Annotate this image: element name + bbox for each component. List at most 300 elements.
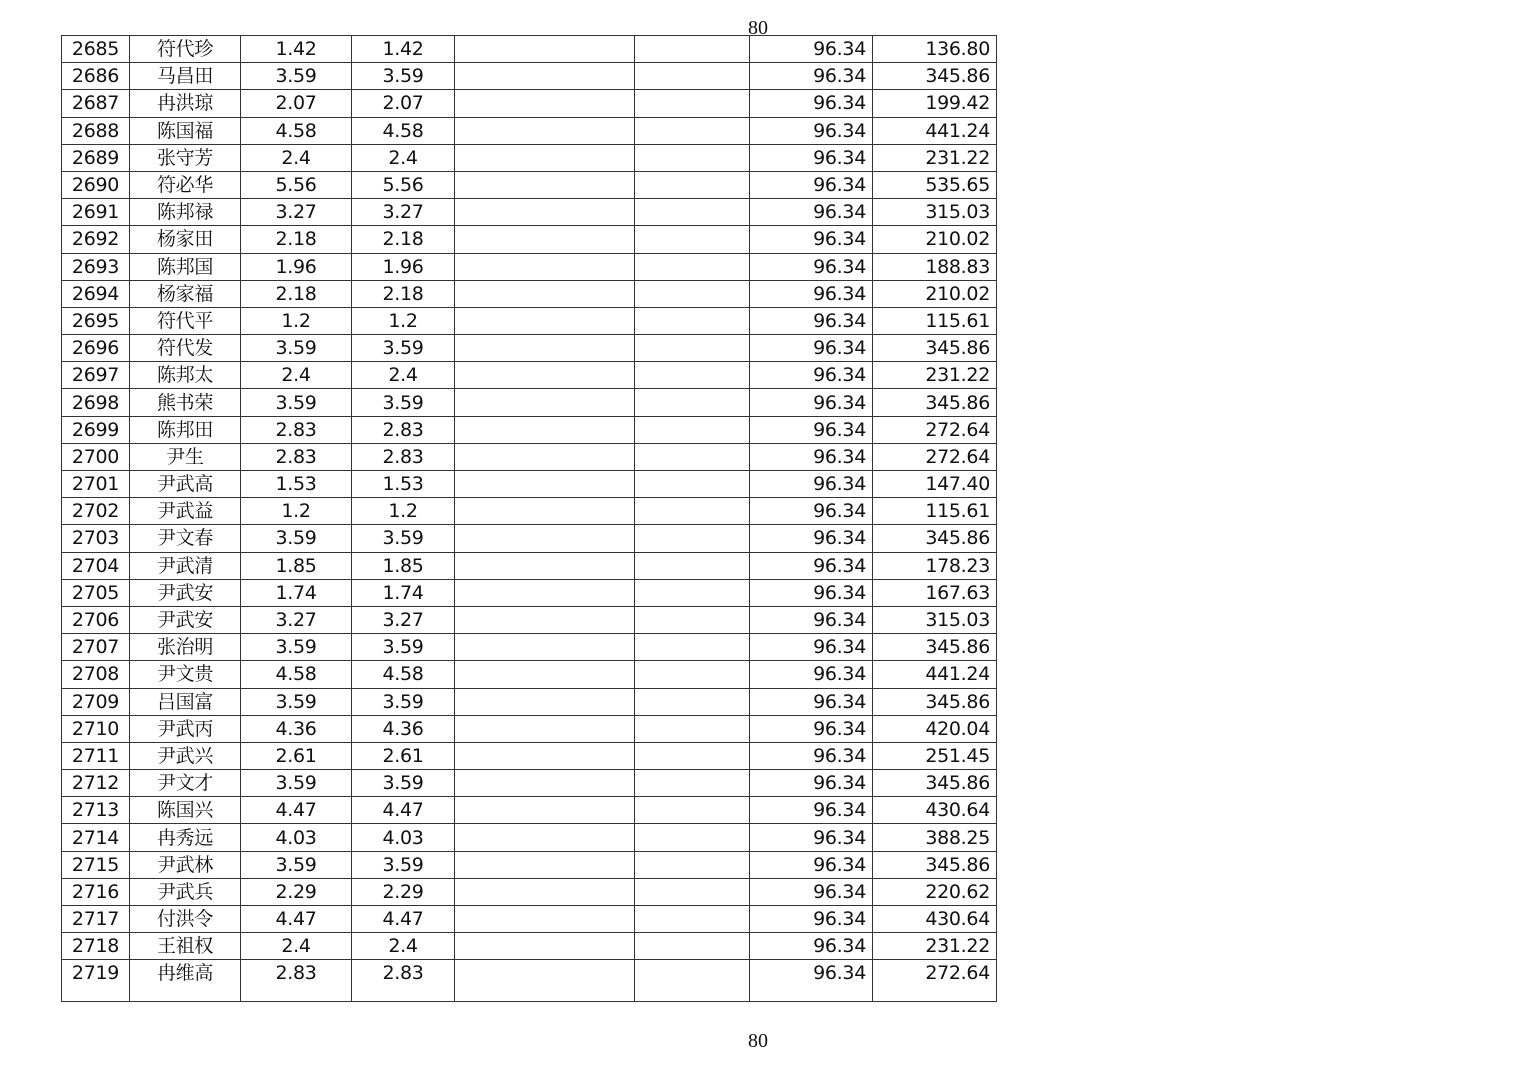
cell-name: 冉秀远 (130, 824, 241, 851)
cell-area-1: 1.2 (241, 307, 352, 334)
cell-empty-1 (455, 960, 635, 1002)
cell-area-1: 3.27 (241, 606, 352, 633)
cell-empty-2 (635, 90, 750, 117)
cell-id: 2702 (62, 498, 130, 525)
cell-empty-1 (455, 117, 635, 144)
cell-name: 陈国兴 (130, 797, 241, 824)
cell-empty-2 (635, 906, 750, 933)
cell-id: 2706 (62, 606, 130, 633)
cell-name: 张治明 (130, 634, 241, 661)
table-row (62, 851, 997, 878)
cell-area-2: 5.56 (352, 171, 455, 198)
cell-empty-1 (455, 661, 635, 688)
cell-empty-2 (635, 389, 750, 416)
cell-area-2: 1.42 (352, 36, 455, 63)
cell-area-2: 2.61 (352, 742, 455, 769)
cell-price: 96.34 (750, 960, 873, 1002)
cell-id: 2711 (62, 742, 130, 769)
cell-empty-1 (455, 443, 635, 470)
cell-empty-2 (635, 960, 750, 1002)
cell-empty-1 (455, 770, 635, 797)
cell-price: 96.34 (750, 280, 873, 307)
page-number-bottom: 80 (748, 1030, 768, 1052)
table-row (62, 960, 997, 1002)
cell-price: 96.34 (750, 36, 873, 63)
cell-area-2: 1.96 (352, 253, 455, 280)
cell-empty-2 (635, 280, 750, 307)
cell-area-2: 4.58 (352, 117, 455, 144)
cell-area-2: 1.2 (352, 307, 455, 334)
cell-id: 2685 (62, 36, 130, 63)
cell-price: 96.34 (750, 117, 873, 144)
cell-area-2: 3.59 (352, 525, 455, 552)
cell-area-1: 2.18 (241, 226, 352, 253)
cell-total: 430.64 (873, 906, 997, 933)
cell-price: 96.34 (750, 471, 873, 498)
cell-id: 2719 (62, 960, 130, 1002)
cell-name: 符代发 (130, 335, 241, 362)
cell-area-2: 3.59 (352, 634, 455, 661)
cell-id: 2688 (62, 117, 130, 144)
cell-empty-2 (635, 144, 750, 171)
cell-price: 96.34 (750, 824, 873, 851)
cell-area-2: 2.83 (352, 416, 455, 443)
cell-empty-1 (455, 253, 635, 280)
cell-empty-2 (635, 335, 750, 362)
cell-area-2: 2.4 (352, 362, 455, 389)
cell-area-1: 2.83 (241, 960, 352, 1002)
cell-empty-1 (455, 634, 635, 661)
cell-empty-2 (635, 416, 750, 443)
cell-area-1: 2.07 (241, 90, 352, 117)
cell-empty-1 (455, 498, 635, 525)
cell-empty-1 (455, 688, 635, 715)
cell-empty-1 (455, 606, 635, 633)
cell-id: 2699 (62, 416, 130, 443)
cell-price: 96.34 (750, 851, 873, 878)
table-row (62, 253, 997, 280)
cell-price: 96.34 (750, 770, 873, 797)
cell-area-2: 2.18 (352, 226, 455, 253)
cell-area-1: 3.59 (241, 851, 352, 878)
table-row (62, 579, 997, 606)
cell-id: 2690 (62, 171, 130, 198)
cell-id: 2695 (62, 307, 130, 334)
cell-empty-1 (455, 362, 635, 389)
cell-empty-2 (635, 226, 750, 253)
table-body (62, 36, 997, 1002)
cell-name: 陈邦田 (130, 416, 241, 443)
cell-area-1: 3.59 (241, 688, 352, 715)
cell-id: 2710 (62, 715, 130, 742)
cell-name: 尹武安 (130, 606, 241, 633)
cell-price: 96.34 (750, 416, 873, 443)
cell-empty-1 (455, 878, 635, 905)
cell-total: 420.04 (873, 715, 997, 742)
cell-total: 147.40 (873, 471, 997, 498)
cell-name: 冉维高 (130, 960, 241, 1002)
cell-name: 杨家福 (130, 280, 241, 307)
cell-id: 2697 (62, 362, 130, 389)
cell-area-2: 3.59 (352, 335, 455, 362)
cell-empty-2 (635, 634, 750, 661)
cell-empty-2 (635, 606, 750, 633)
cell-empty-2 (635, 661, 750, 688)
cell-empty-1 (455, 63, 635, 90)
cell-price: 96.34 (750, 688, 873, 715)
table-row (62, 688, 997, 715)
cell-id: 2718 (62, 933, 130, 960)
table-row (62, 335, 997, 362)
cell-name: 陈邦禄 (130, 199, 241, 226)
cell-name: 陈邦国 (130, 253, 241, 280)
cell-empty-2 (635, 253, 750, 280)
cell-area-1: 3.59 (241, 525, 352, 552)
cell-total: 188.83 (873, 253, 997, 280)
cell-price: 96.34 (750, 579, 873, 606)
table-row (62, 280, 997, 307)
table-row (62, 362, 997, 389)
cell-empty-2 (635, 63, 750, 90)
cell-area-2: 4.47 (352, 906, 455, 933)
cell-id: 2700 (62, 443, 130, 470)
cell-empty-1 (455, 416, 635, 443)
cell-area-1: 1.2 (241, 498, 352, 525)
table-row (62, 824, 997, 851)
cell-empty-1 (455, 797, 635, 824)
cell-price: 96.34 (750, 498, 873, 525)
cell-total: 345.86 (873, 63, 997, 90)
cell-price: 96.34 (750, 933, 873, 960)
cell-empty-2 (635, 579, 750, 606)
cell-name: 尹文贵 (130, 661, 241, 688)
cell-empty-1 (455, 280, 635, 307)
cell-total: 272.64 (873, 443, 997, 470)
data-table (61, 35, 997, 1002)
cell-area-2: 3.59 (352, 389, 455, 416)
cell-name: 陈国福 (130, 117, 241, 144)
cell-area-1: 1.42 (241, 36, 352, 63)
cell-empty-2 (635, 525, 750, 552)
cell-empty-1 (455, 579, 635, 606)
cell-id: 2686 (62, 63, 130, 90)
cell-area-2: 3.27 (352, 199, 455, 226)
cell-empty-2 (635, 471, 750, 498)
table-row (62, 634, 997, 661)
cell-total: 178.23 (873, 552, 997, 579)
table-row (62, 443, 997, 470)
cell-name: 符必华 (130, 171, 241, 198)
cell-area-1: 3.59 (241, 770, 352, 797)
cell-name: 尹武兴 (130, 742, 241, 769)
cell-id: 2691 (62, 199, 130, 226)
cell-total: 272.64 (873, 416, 997, 443)
cell-area-1: 3.59 (241, 389, 352, 416)
cell-area-1: 2.29 (241, 878, 352, 905)
cell-name: 冉洪琼 (130, 90, 241, 117)
cell-total: 231.22 (873, 933, 997, 960)
cell-price: 96.34 (750, 742, 873, 769)
cell-price: 96.34 (750, 199, 873, 226)
cell-price: 96.34 (750, 90, 873, 117)
cell-empty-2 (635, 851, 750, 878)
cell-area-2: 4.58 (352, 661, 455, 688)
cell-area-1: 4.58 (241, 117, 352, 144)
cell-name: 吕国富 (130, 688, 241, 715)
cell-empty-2 (635, 715, 750, 742)
cell-id: 2717 (62, 906, 130, 933)
cell-price: 96.34 (750, 226, 873, 253)
cell-empty-2 (635, 171, 750, 198)
cell-area-2: 2.83 (352, 443, 455, 470)
cell-empty-2 (635, 498, 750, 525)
cell-empty-2 (635, 742, 750, 769)
cell-total: 345.86 (873, 688, 997, 715)
cell-area-2: 1.74 (352, 579, 455, 606)
cell-total: 315.03 (873, 606, 997, 633)
cell-total: 388.25 (873, 824, 997, 851)
cell-total: 345.86 (873, 770, 997, 797)
cell-total: 345.86 (873, 634, 997, 661)
cell-id: 2701 (62, 471, 130, 498)
cell-empty-1 (455, 552, 635, 579)
cell-name: 尹文才 (130, 770, 241, 797)
cell-area-2: 1.85 (352, 552, 455, 579)
cell-price: 96.34 (750, 715, 873, 742)
cell-id: 2703 (62, 525, 130, 552)
cell-area-1: 2.4 (241, 933, 352, 960)
cell-name: 尹文春 (130, 525, 241, 552)
cell-area-2: 3.59 (352, 63, 455, 90)
cell-total: 345.86 (873, 335, 997, 362)
cell-price: 96.34 (750, 253, 873, 280)
cell-area-2: 3.59 (352, 770, 455, 797)
cell-price: 96.34 (750, 797, 873, 824)
table-row (62, 552, 997, 579)
cell-empty-1 (455, 335, 635, 362)
cell-area-2: 2.4 (352, 144, 455, 171)
cell-area-1: 3.59 (241, 634, 352, 661)
cell-name: 陈邦太 (130, 362, 241, 389)
cell-area-1: 2.83 (241, 443, 352, 470)
cell-id: 2704 (62, 552, 130, 579)
table-row (62, 90, 997, 117)
table-row (62, 878, 997, 905)
cell-empty-2 (635, 933, 750, 960)
cell-name: 尹武林 (130, 851, 241, 878)
table-row (62, 933, 997, 960)
cell-empty-1 (455, 471, 635, 498)
cell-area-1: 3.59 (241, 63, 352, 90)
cell-empty-2 (635, 797, 750, 824)
cell-area-1: 1.96 (241, 253, 352, 280)
cell-total: 231.22 (873, 144, 997, 171)
cell-empty-1 (455, 715, 635, 742)
table-row (62, 906, 997, 933)
cell-area-2: 4.47 (352, 797, 455, 824)
cell-area-2: 2.83 (352, 960, 455, 1002)
cell-area-1: 4.58 (241, 661, 352, 688)
cell-id: 2687 (62, 90, 130, 117)
cell-id: 2694 (62, 280, 130, 307)
cell-total: 441.24 (873, 117, 997, 144)
cell-name: 杨家田 (130, 226, 241, 253)
cell-price: 96.34 (750, 335, 873, 362)
table-row (62, 416, 997, 443)
cell-empty-1 (455, 824, 635, 851)
cell-price: 96.34 (750, 63, 873, 90)
cell-empty-1 (455, 199, 635, 226)
cell-id: 2707 (62, 634, 130, 661)
table-row (62, 715, 997, 742)
cell-empty-2 (635, 443, 750, 470)
cell-area-2: 4.36 (352, 715, 455, 742)
table-row (62, 117, 997, 144)
table-row (62, 661, 997, 688)
cell-area-1: 5.56 (241, 171, 352, 198)
cell-area-2: 1.2 (352, 498, 455, 525)
cell-price: 96.34 (750, 362, 873, 389)
cell-empty-1 (455, 144, 635, 171)
cell-name: 尹武清 (130, 552, 241, 579)
table-row (62, 742, 997, 769)
cell-name: 符代珍 (130, 36, 241, 63)
cell-empty-1 (455, 307, 635, 334)
cell-area-1: 1.74 (241, 579, 352, 606)
cell-area-2: 4.03 (352, 824, 455, 851)
table-row (62, 199, 997, 226)
cell-empty-2 (635, 307, 750, 334)
cell-total: 136.80 (873, 36, 997, 63)
cell-id: 2715 (62, 851, 130, 878)
cell-id: 2696 (62, 335, 130, 362)
table-row (62, 498, 997, 525)
cell-empty-2 (635, 362, 750, 389)
cell-area-1: 3.27 (241, 199, 352, 226)
table-row (62, 525, 997, 552)
cell-area-1: 4.36 (241, 715, 352, 742)
cell-empty-2 (635, 770, 750, 797)
cell-empty-1 (455, 389, 635, 416)
table-row (62, 770, 997, 797)
table-row (62, 797, 997, 824)
cell-total: 430.64 (873, 797, 997, 824)
cell-empty-1 (455, 171, 635, 198)
cell-empty-1 (455, 36, 635, 63)
cell-total: 535.65 (873, 171, 997, 198)
cell-id: 2713 (62, 797, 130, 824)
cell-total: 315.03 (873, 199, 997, 226)
cell-area-1: 3.59 (241, 335, 352, 362)
cell-price: 96.34 (750, 171, 873, 198)
cell-id: 2692 (62, 226, 130, 253)
table-row (62, 307, 997, 334)
cell-total: 251.45 (873, 742, 997, 769)
cell-id: 2689 (62, 144, 130, 171)
cell-id: 2693 (62, 253, 130, 280)
cell-price: 96.34 (750, 525, 873, 552)
cell-total: 115.61 (873, 307, 997, 334)
cell-area-2: 2.18 (352, 280, 455, 307)
table-row (62, 226, 997, 253)
table-row (62, 144, 997, 171)
cell-total: 272.64 (873, 960, 997, 1002)
cell-price: 96.34 (750, 906, 873, 933)
table-row (62, 63, 997, 90)
cell-empty-2 (635, 117, 750, 144)
cell-total: 231.22 (873, 362, 997, 389)
cell-price: 96.34 (750, 552, 873, 579)
cell-total: 220.62 (873, 878, 997, 905)
cell-empty-1 (455, 226, 635, 253)
cell-total: 345.86 (873, 389, 997, 416)
cell-area-1: 2.61 (241, 742, 352, 769)
cell-price: 96.34 (750, 307, 873, 334)
table-row (62, 471, 997, 498)
cell-total: 441.24 (873, 661, 997, 688)
cell-total: 210.02 (873, 226, 997, 253)
cell-price: 96.34 (750, 634, 873, 661)
cell-area-2: 3.27 (352, 606, 455, 633)
cell-total: 210.02 (873, 280, 997, 307)
cell-empty-1 (455, 851, 635, 878)
cell-price: 96.34 (750, 661, 873, 688)
cell-area-1: 1.53 (241, 471, 352, 498)
cell-area-1: 2.4 (241, 144, 352, 171)
cell-empty-2 (635, 552, 750, 579)
cell-empty-1 (455, 742, 635, 769)
cell-name: 尹生 (130, 443, 241, 470)
table-row (62, 606, 997, 633)
cell-name: 熊书荣 (130, 389, 241, 416)
cell-area-2: 3.59 (352, 688, 455, 715)
cell-name: 尹武丙 (130, 715, 241, 742)
cell-price: 96.34 (750, 389, 873, 416)
cell-id: 2716 (62, 878, 130, 905)
cell-area-1: 2.18 (241, 280, 352, 307)
cell-empty-2 (635, 199, 750, 226)
cell-area-1: 2.4 (241, 362, 352, 389)
cell-empty-1 (455, 525, 635, 552)
cell-area-1: 1.85 (241, 552, 352, 579)
cell-id: 2714 (62, 824, 130, 851)
cell-empty-1 (455, 933, 635, 960)
page-number-top: 80 (748, 17, 768, 39)
cell-total: 345.86 (873, 525, 997, 552)
cell-area-2: 2.07 (352, 90, 455, 117)
cell-id: 2708 (62, 661, 130, 688)
cell-area-2: 2.4 (352, 933, 455, 960)
cell-price: 96.34 (750, 443, 873, 470)
cell-total: 115.61 (873, 498, 997, 525)
cell-area-2: 2.29 (352, 878, 455, 905)
cell-empty-2 (635, 878, 750, 905)
cell-empty-2 (635, 36, 750, 63)
cell-name: 马昌田 (130, 63, 241, 90)
cell-price: 96.34 (750, 606, 873, 633)
table-row (62, 36, 997, 63)
cell-name: 符代平 (130, 307, 241, 334)
table-row (62, 389, 997, 416)
cell-total: 199.42 (873, 90, 997, 117)
cell-price: 96.34 (750, 144, 873, 171)
cell-name: 尹武安 (130, 579, 241, 606)
cell-name: 付洪令 (130, 906, 241, 933)
table-row (62, 171, 997, 198)
cell-id: 2709 (62, 688, 130, 715)
cell-total: 167.63 (873, 579, 997, 606)
cell-empty-1 (455, 90, 635, 117)
